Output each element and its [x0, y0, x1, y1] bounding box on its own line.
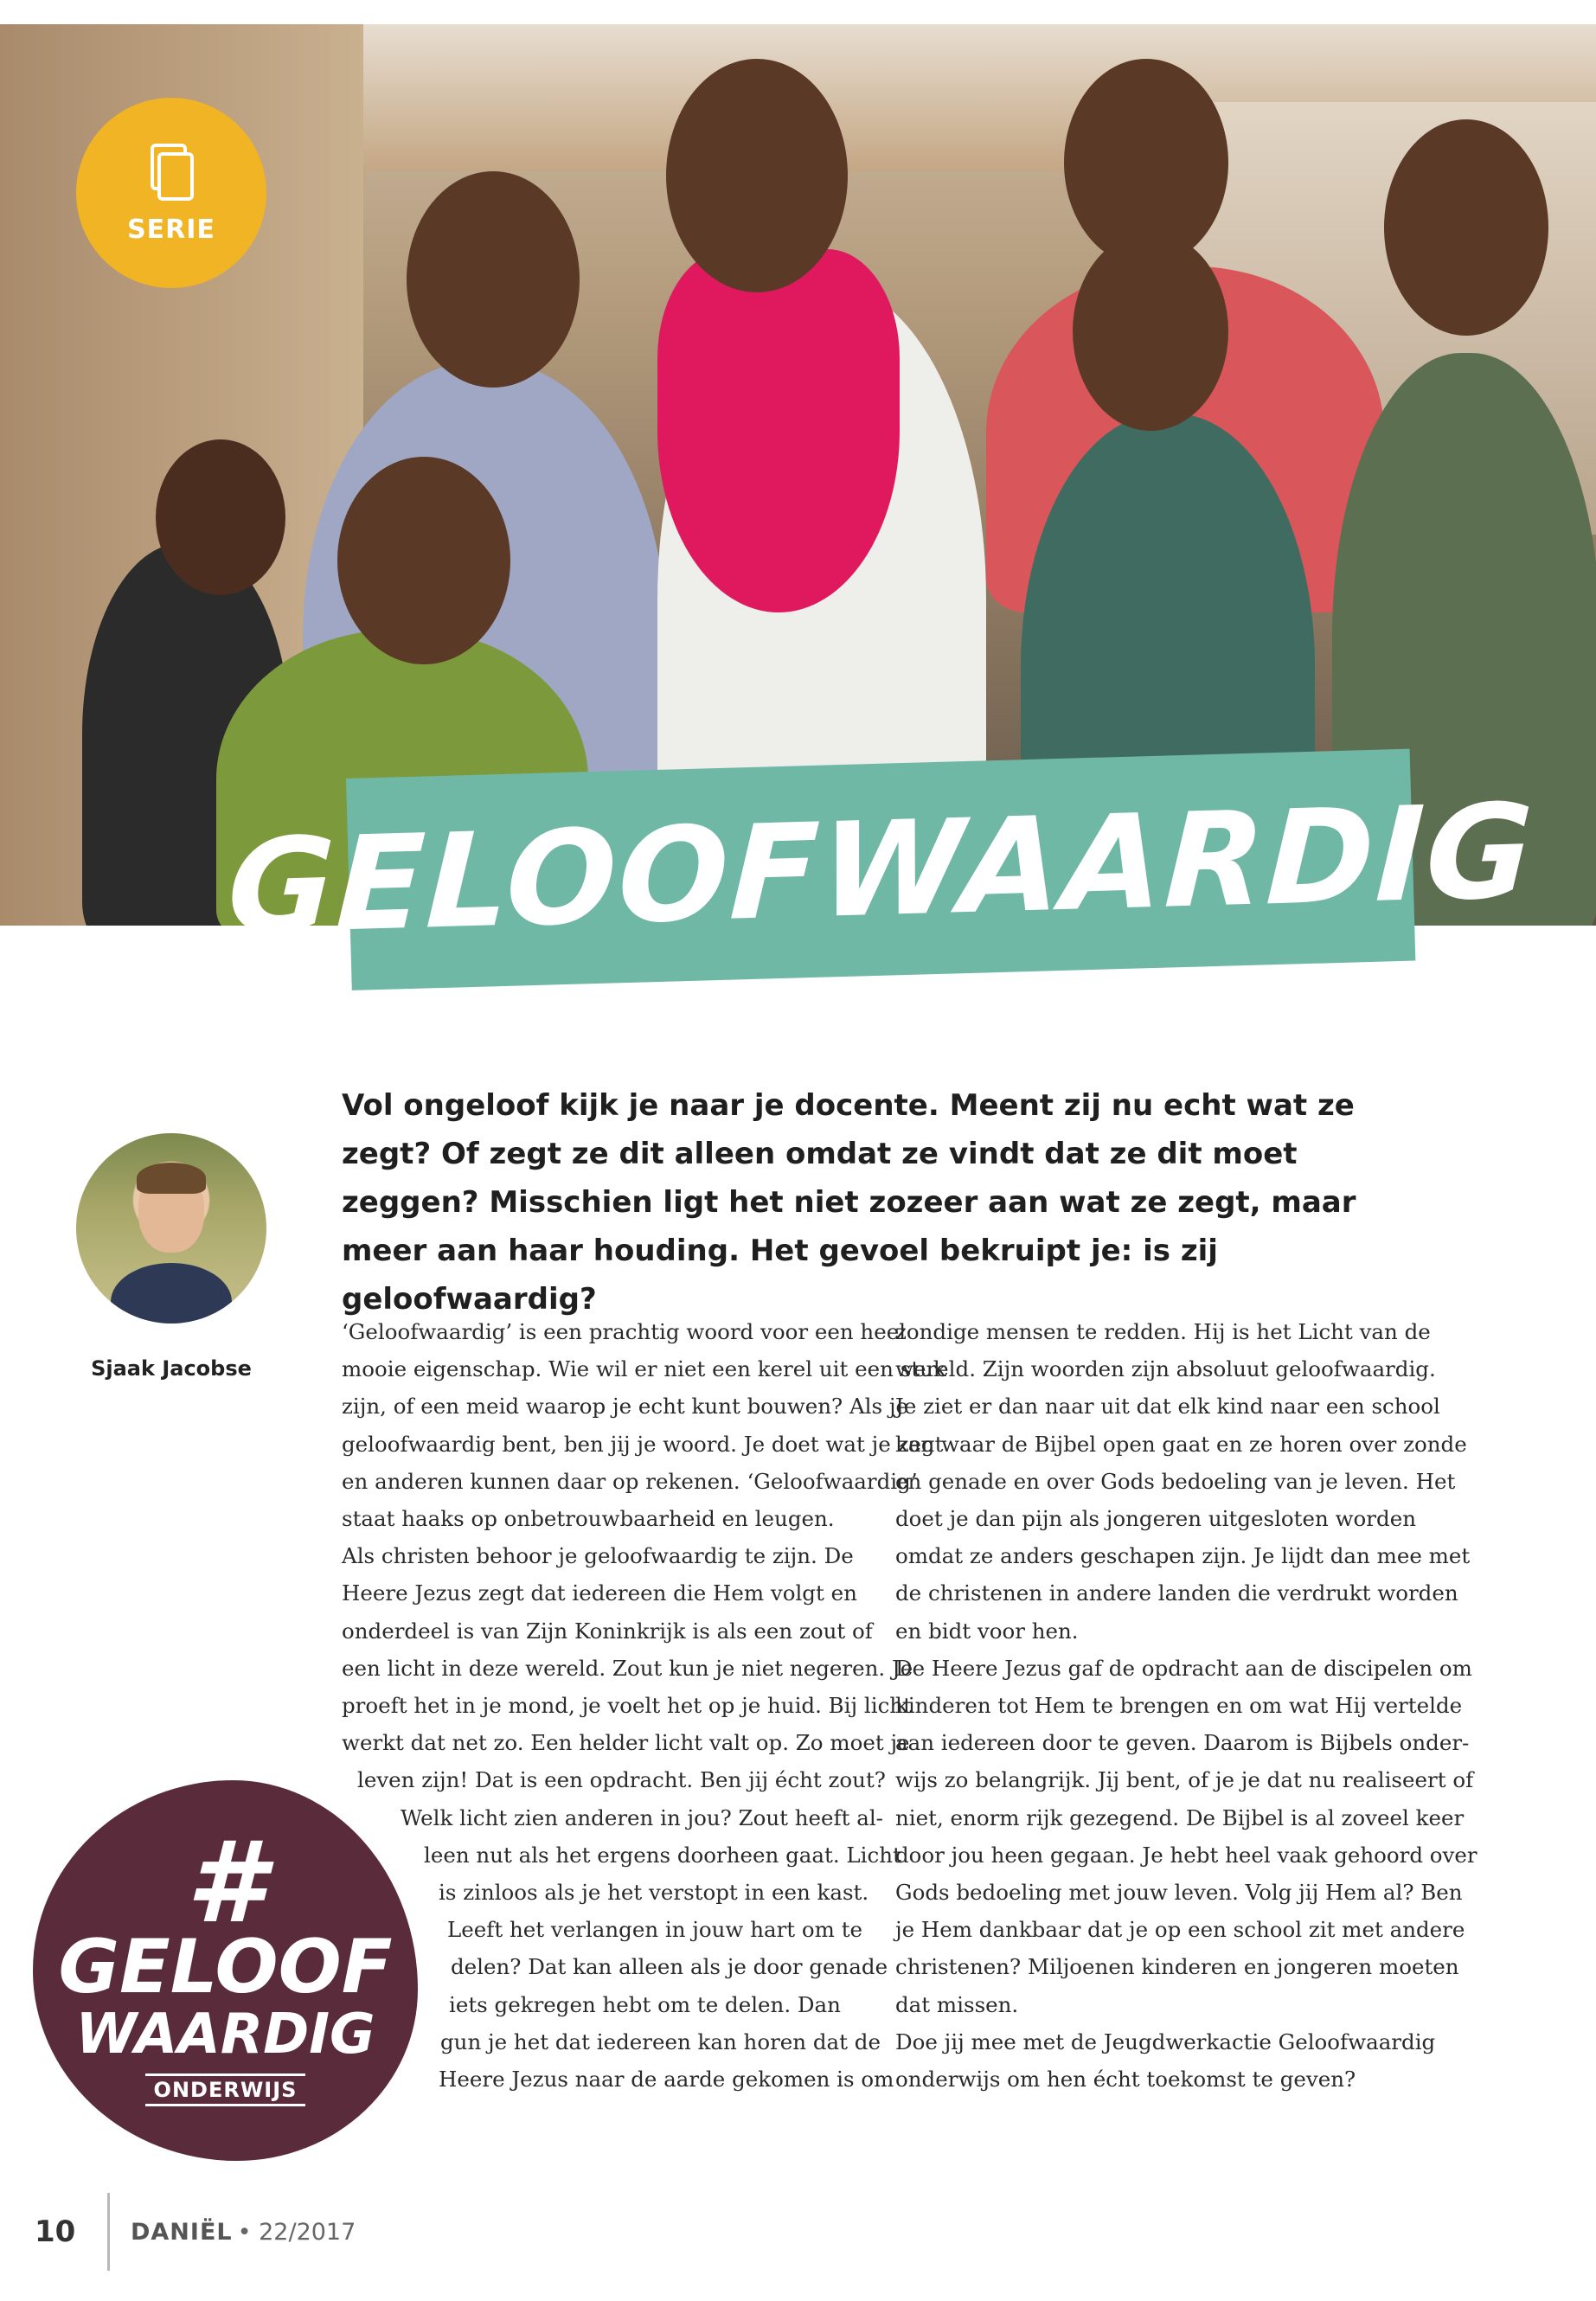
text-line: Gods bedoeling met jouw leven. Volg jij Hem al? Ben	[895, 1880, 1463, 1906]
text-line: je Hem dankbaar dat je op een school zit met andere	[895, 1917, 1465, 1943]
text-line: kinderen tot Hem te brengen en om wat Hij vertelde	[895, 1693, 1463, 1719]
logo-line-1: GELOOF	[58, 1924, 393, 2010]
text-line: proeft het in je mond, je voelt het op je huid. Bij licht	[342, 1693, 912, 1719]
photo-head	[337, 457, 510, 664]
text-line: een licht in deze wereld. Zout kun je niet negeren. Je	[342, 1655, 913, 1681]
text-line: delen? Dat kan alleen als je door genade	[451, 1954, 888, 1980]
photo-head	[407, 171, 580, 388]
text-line: doet je dan pijn als jongeren uitgesloten worden	[895, 1506, 1416, 1532]
text-line: gun je het dat iedereen kan horen dat de	[440, 2029, 881, 2054]
serie-label: SERIE	[127, 214, 215, 245]
body-column-2	[895, 1313, 1477, 2098]
photo-head	[156, 439, 285, 595]
avatar-hair	[137, 1163, 206, 1194]
article-title: GELOOFWAARDIG	[224, 776, 1537, 964]
text-line: De Heere Jezus gaf de opdracht aan de discipelen om	[895, 1655, 1472, 1681]
text-line: onderwijs om hen écht toekomst te geven?	[895, 2067, 1356, 2093]
text-line: leven zijn! Dat is een opdracht. Ben jij écht zout?	[357, 1767, 886, 1793]
text-line: kan waar de Bijbel open gaat en ze horen over zonde	[895, 1431, 1467, 1457]
text-line: werkt dat net zo. Een helder licht valt op. Zo moet je	[342, 1730, 910, 1756]
publication-name: DANIËL	[131, 2218, 233, 2246]
text-line: ‘Geloofwaardig’ is een prachtig woord voor een heel	[342, 1319, 907, 1344]
logo-line-3: ONDERWIJS	[145, 2073, 306, 2106]
logo-line-2: WAARDIG	[75, 2003, 375, 2067]
title-band	[224, 749, 1537, 990]
author-name: Sjaak Jacobse	[91, 1356, 252, 1381]
text-line: wijs zo belangrijk. Jij bent, of je je dat nu realiseert of	[895, 1767, 1474, 1793]
text-line: Heere Jezus zegt dat iedereen die Hem volgt en	[342, 1580, 857, 1606]
text-line: Heere Jezus naar de aarde gekomen is om	[439, 2067, 894, 2093]
text-line: staat haaks op onbetrouwbaarheid en leugen.	[342, 1506, 835, 1532]
text-line: Leeft het verlangen in jouw hart om te	[447, 1917, 863, 1943]
text-line: geloofwaardig bent, ben jij je woord. Je doet wat je zegt	[342, 1431, 944, 1457]
text-line: de christenen in andere landen die verdrukt worden	[895, 1580, 1458, 1606]
text-line: omdat ze anders geschapen zijn. Je lijdt dan mee met	[895, 1543, 1471, 1569]
text-line: en genade en over Gods bedoeling van je leven. Het	[895, 1468, 1456, 1494]
text-line: dat missen.	[895, 1991, 1019, 2017]
issue-number: • 22/2017	[237, 2218, 356, 2246]
intro-paragraph: Vol ongeloof kijk je naar je docente. Meent zij nu echt wat ze zegt? Of zegt ze dit alleen omdat ze vindt dat ze dit moet zeggen? Misschien ligt het niet zozeer aan wat ze zegt, maar meer aan haar houding. Het gevoel bekruipt je: is zij geloofwaardig?	[342, 1088, 1356, 1317]
text-line: door jou heen gegaan. Je hebt heel vaak gehoord over	[895, 1842, 1477, 1868]
text-line: en bidt voor hen.	[895, 1618, 1079, 1644]
photo-head	[1384, 119, 1548, 336]
text-line: christenen? Miljoenen kinderen en jongeren moeten	[895, 1954, 1459, 1980]
text-line: en anderen kunnen daar op rekenen. ‘Geloofwaardig’	[342, 1468, 918, 1494]
text-line: aan iedereen door te geven. Daarom is Bijbels onder-	[895, 1730, 1470, 1756]
body-column-1	[342, 1313, 946, 2098]
text-line: Je ziet er dan naar uit dat elk kind naar een school	[895, 1394, 1440, 1420]
geloofwaardig-onderwijs-logo	[33, 1780, 418, 2161]
text-line: wereld. Zijn woorden zijn absoluut geloofwaardig.	[895, 1356, 1436, 1382]
author-avatar	[76, 1133, 266, 1324]
text-line: leen nut als het ergens doorheen gaat. Licht	[424, 1842, 901, 1868]
document-icon	[145, 142, 197, 202]
text-line: onderdeel is van Zijn Koninkrijk is als een zout of	[342, 1618, 873, 1644]
text-line: Doe jij mee met de Jeugdwerkactie Geloofwaardig	[895, 2029, 1436, 2054]
text-line: Welk licht zien anderen in jou? Zout heeft al-	[401, 1804, 883, 1830]
text-line: zondige mensen te redden. Hij is het Licht van de	[895, 1319, 1431, 1344]
logo-hash: #	[186, 1817, 265, 1948]
photo-scarf	[657, 249, 900, 612]
avatar-shirt	[111, 1263, 232, 1324]
text-line: is zinloos als je het verstopt in een kast.	[439, 1880, 869, 1906]
serie-badge	[76, 98, 266, 288]
page-number: 10	[35, 2214, 76, 2249]
text-line: niet, enorm rijk gezegend. De Bijbel is al zoveel keer	[895, 1804, 1465, 1830]
text-line: iets gekregen hebt om te delen. Dan	[449, 1991, 841, 2017]
photo-head	[666, 59, 848, 292]
page-footer	[35, 2206, 356, 2258]
text-line: zijn, of een meid waarop je echt kunt bouwen? Als je	[342, 1394, 908, 1420]
footer-divider	[107, 2193, 110, 2271]
text-line: Als christen behoor je geloofwaardig te zijn. De	[342, 1543, 854, 1569]
text-line: mooie eigenschap. Wie wil er niet een kerel uit een stuk	[342, 1356, 946, 1382]
photo-head	[1073, 232, 1228, 431]
